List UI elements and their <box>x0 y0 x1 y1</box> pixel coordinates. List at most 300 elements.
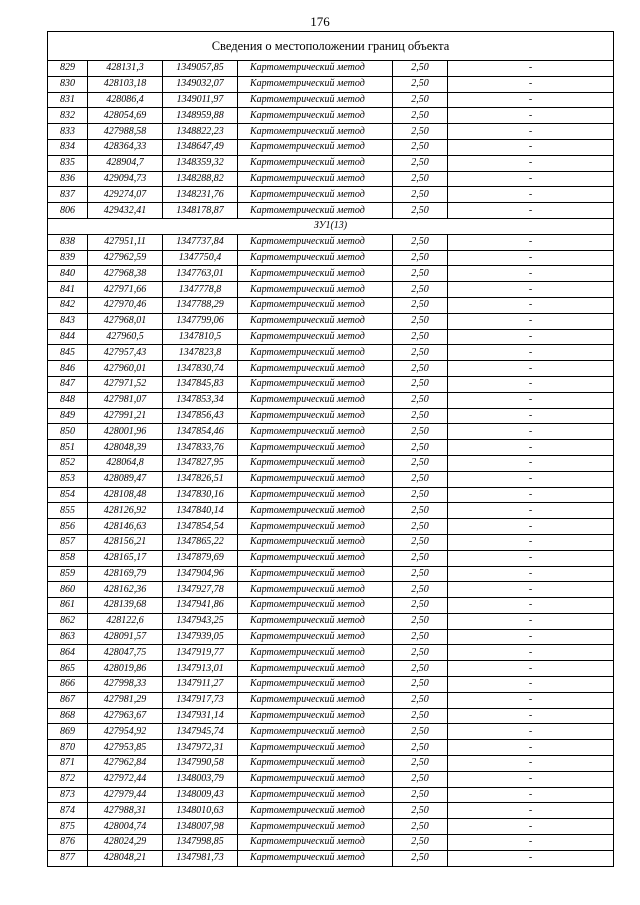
point-number: 806 <box>48 203 88 219</box>
accuracy-value: 2,50 <box>393 408 448 424</box>
coordinate-y: 1348822,23 <box>163 124 238 140</box>
point-number: 855 <box>48 503 88 519</box>
coordinate-x: 428162,36 <box>88 582 163 598</box>
determination-method: Картометрический метод <box>238 155 393 171</box>
table-row <box>48 740 614 756</box>
coordinate-x: 427951,11 <box>88 234 163 250</box>
determination-method: Картометрический метод <box>238 361 393 377</box>
accuracy-value: 2,50 <box>393 61 448 77</box>
point-description: - <box>448 819 614 835</box>
determination-method: Картометрический метод <box>238 424 393 440</box>
accuracy-value: 2,50 <box>393 598 448 614</box>
point-number: 843 <box>48 313 88 329</box>
table-row <box>48 819 614 835</box>
coordinate-x: 427957,43 <box>88 345 163 361</box>
table-row <box>48 550 614 566</box>
table-row <box>48 282 614 298</box>
point-number: 842 <box>48 297 88 313</box>
table-row <box>48 455 614 471</box>
table-row <box>48 598 614 614</box>
coordinate-x: 427968,38 <box>88 266 163 282</box>
point-description: - <box>448 503 614 519</box>
point-description: - <box>448 408 614 424</box>
point-description: - <box>448 139 614 155</box>
point-number: 836 <box>48 171 88 187</box>
determination-method: Картометрический метод <box>238 203 393 219</box>
point-number: 841 <box>48 282 88 298</box>
table-row <box>48 661 614 677</box>
table-row <box>48 345 614 361</box>
coordinate-y: 1347788,29 <box>163 297 238 313</box>
determination-method: Картометрический метод <box>238 771 393 787</box>
coordinate-y: 1348178,87 <box>163 203 238 219</box>
point-number: 866 <box>48 677 88 693</box>
coordinate-y: 1347854,46 <box>163 424 238 440</box>
accuracy-value: 2,50 <box>393 139 448 155</box>
point-number: 837 <box>48 187 88 203</box>
point-number: 848 <box>48 392 88 408</box>
point-number: 857 <box>48 534 88 550</box>
coordinate-x: 427960,01 <box>88 361 163 377</box>
coordinate-x: 428126,92 <box>88 503 163 519</box>
table-row <box>48 376 614 392</box>
determination-method: Картометрический метод <box>238 850 393 866</box>
point-description: - <box>448 61 614 77</box>
section-label: ЗУ1(13) <box>48 218 614 234</box>
accuracy-value: 2,50 <box>393 519 448 535</box>
point-description: - <box>448 345 614 361</box>
determination-method: Картометрический метод <box>238 124 393 140</box>
coordinate-y: 1347911,27 <box>163 677 238 693</box>
point-description: - <box>448 534 614 550</box>
table-row <box>48 503 614 519</box>
accuracy-value: 2,50 <box>393 503 448 519</box>
determination-method: Картометрический метод <box>238 139 393 155</box>
coordinate-x: 427962,84 <box>88 756 163 772</box>
point-description: - <box>448 677 614 693</box>
coordinate-y: 1348003,79 <box>163 771 238 787</box>
table-row <box>48 471 614 487</box>
table-row <box>48 440 614 456</box>
determination-method: Картометрический метод <box>238 692 393 708</box>
determination-method: Картометрический метод <box>238 756 393 772</box>
accuracy-value: 2,50 <box>393 424 448 440</box>
point-description: - <box>448 645 614 661</box>
coordinate-y: 1347856,43 <box>163 408 238 424</box>
point-number: 829 <box>48 61 88 77</box>
point-description: - <box>448 724 614 740</box>
accuracy-value: 2,50 <box>393 787 448 803</box>
table-row <box>48 708 614 724</box>
coordinate-x: 427981,07 <box>88 392 163 408</box>
accuracy-value: 2,50 <box>393 629 448 645</box>
point-description: - <box>448 124 614 140</box>
coordinate-y: 1347826,51 <box>163 471 238 487</box>
determination-method: Картометрический метод <box>238 234 393 250</box>
table-row <box>48 361 614 377</box>
point-description: - <box>448 282 614 298</box>
point-description: - <box>448 297 614 313</box>
determination-method: Картометрический метод <box>238 629 393 645</box>
point-description: - <box>448 171 614 187</box>
table-row <box>48 139 614 155</box>
accuracy-value: 2,50 <box>393 534 448 550</box>
point-description: - <box>448 692 614 708</box>
coordinate-y: 1349011,97 <box>163 92 238 108</box>
point-description: - <box>448 661 614 677</box>
determination-method: Картометрический метод <box>238 376 393 392</box>
point-number: 849 <box>48 408 88 424</box>
accuracy-value: 2,50 <box>393 76 448 92</box>
point-number: 869 <box>48 724 88 740</box>
point-number: 858 <box>48 550 88 566</box>
coordinate-x: 427971,52 <box>88 376 163 392</box>
point-description: - <box>448 740 614 756</box>
determination-method: Картометрический метод <box>238 487 393 503</box>
table-row <box>48 613 614 629</box>
coordinate-y: 1347854,54 <box>163 519 238 535</box>
accuracy-value: 2,50 <box>393 124 448 140</box>
table-row <box>48 155 614 171</box>
coordinate-x: 428047,75 <box>88 645 163 661</box>
determination-method: Картометрический метод <box>238 519 393 535</box>
coordinate-x: 429274,07 <box>88 187 163 203</box>
point-description: - <box>448 455 614 471</box>
accuracy-value: 2,50 <box>393 92 448 108</box>
determination-method: Картометрический метод <box>238 345 393 361</box>
table-row <box>48 424 614 440</box>
table-title: Сведения о местоположении границ объекта <box>48 32 614 61</box>
table-row <box>48 203 614 219</box>
table-row <box>48 92 614 108</box>
coordinate-y: 1347840,14 <box>163 503 238 519</box>
coordinate-x: 427998,33 <box>88 677 163 693</box>
coordinate-x: 428103,18 <box>88 76 163 92</box>
determination-method: Картометрический метод <box>238 503 393 519</box>
point-description: - <box>448 108 614 124</box>
accuracy-value: 2,50 <box>393 566 448 582</box>
coordinate-x: 427953,85 <box>88 740 163 756</box>
point-number: 859 <box>48 566 88 582</box>
coordinate-x: 428054,69 <box>88 108 163 124</box>
coordinate-x: 427988,31 <box>88 803 163 819</box>
point-description: - <box>448 550 614 566</box>
coordinate-x: 428048,39 <box>88 440 163 456</box>
table-row <box>48 566 614 582</box>
determination-method: Картометрический метод <box>238 708 393 724</box>
accuracy-value: 2,50 <box>393 724 448 740</box>
coordinate-x: 428146,63 <box>88 519 163 535</box>
point-number: 856 <box>48 519 88 535</box>
coordinate-x: 428364,33 <box>88 139 163 155</box>
point-description: - <box>448 440 614 456</box>
point-description: - <box>448 250 614 266</box>
point-number: 838 <box>48 234 88 250</box>
coordinate-x: 428904,7 <box>88 155 163 171</box>
point-description: - <box>448 629 614 645</box>
coordinate-y: 1347853,34 <box>163 392 238 408</box>
accuracy-value: 2,50 <box>393 819 448 835</box>
table-row <box>48 187 614 203</box>
coordinate-y: 1347904,96 <box>163 566 238 582</box>
table-row <box>48 835 614 851</box>
table-row <box>48 850 614 866</box>
coordinate-y: 1347919,77 <box>163 645 238 661</box>
determination-method: Картометрический метод <box>238 329 393 345</box>
accuracy-value: 2,50 <box>393 692 448 708</box>
point-description: - <box>448 203 614 219</box>
point-number: 832 <box>48 108 88 124</box>
table-row <box>48 771 614 787</box>
point-description: - <box>448 613 614 629</box>
table-row <box>48 234 614 250</box>
coordinate-y: 1347763,01 <box>163 266 238 282</box>
coordinate-x: 427968,01 <box>88 313 163 329</box>
accuracy-value: 2,50 <box>393 677 448 693</box>
determination-method: Картометрический метод <box>238 740 393 756</box>
accuracy-value: 2,50 <box>393 661 448 677</box>
coordinate-y: 1347778,8 <box>163 282 238 298</box>
table-row <box>48 76 614 92</box>
determination-method: Картометрический метод <box>238 440 393 456</box>
accuracy-value: 2,50 <box>393 203 448 219</box>
point-number: 871 <box>48 756 88 772</box>
determination-method: Картометрический метод <box>238 61 393 77</box>
coordinate-y: 1347865,22 <box>163 534 238 550</box>
determination-method: Картометрический метод <box>238 171 393 187</box>
coordinate-x: 427981,29 <box>88 692 163 708</box>
coordinate-y: 1348647,49 <box>163 139 238 155</box>
coordinate-y: 1348009,43 <box>163 787 238 803</box>
coordinate-x: 427991,21 <box>88 408 163 424</box>
table-row <box>48 313 614 329</box>
determination-method: Картометрический метод <box>238 661 393 677</box>
determination-method: Картометрический метод <box>238 266 393 282</box>
point-number: 833 <box>48 124 88 140</box>
point-description: - <box>448 708 614 724</box>
point-number: 840 <box>48 266 88 282</box>
determination-method: Картометрический метод <box>238 76 393 92</box>
determination-method: Картометрический метод <box>238 550 393 566</box>
table-row <box>48 250 614 266</box>
table-row <box>48 787 614 803</box>
accuracy-value: 2,50 <box>393 835 448 851</box>
page-number: 176 <box>310 14 330 29</box>
coordinate-x: 428139,68 <box>88 598 163 614</box>
coordinate-x: 428086,4 <box>88 92 163 108</box>
point-description: - <box>448 756 614 772</box>
coordinate-y: 1347941,86 <box>163 598 238 614</box>
table-row <box>48 724 614 740</box>
point-number: 864 <box>48 645 88 661</box>
coordinate-y: 1347830,74 <box>163 361 238 377</box>
point-description: - <box>448 519 614 535</box>
table-row <box>48 692 614 708</box>
coordinate-y: 1347750,4 <box>163 250 238 266</box>
accuracy-value: 2,50 <box>393 455 448 471</box>
point-number: 870 <box>48 740 88 756</box>
coordinate-y: 1347981,73 <box>163 850 238 866</box>
determination-method: Картометрический метод <box>238 392 393 408</box>
coordinate-x: 427960,5 <box>88 329 163 345</box>
table-title-row <box>48 32 614 61</box>
coordinate-y: 1347913,01 <box>163 661 238 677</box>
point-number: 867 <box>48 692 88 708</box>
point-number: 863 <box>48 629 88 645</box>
coordinate-x: 428108,48 <box>88 487 163 503</box>
point-description: - <box>448 376 614 392</box>
accuracy-value: 2,50 <box>393 266 448 282</box>
accuracy-value: 2,50 <box>393 740 448 756</box>
point-number: 847 <box>48 376 88 392</box>
coordinate-y: 1347823,8 <box>163 345 238 361</box>
determination-method: Картометрический метод <box>238 471 393 487</box>
table-row <box>48 487 614 503</box>
coordinate-y: 1347990,58 <box>163 756 238 772</box>
point-number: 852 <box>48 455 88 471</box>
accuracy-value: 2,50 <box>393 803 448 819</box>
accuracy-value: 2,50 <box>393 613 448 629</box>
point-number: 844 <box>48 329 88 345</box>
accuracy-value: 2,50 <box>393 250 448 266</box>
table-row <box>48 803 614 819</box>
point-description: - <box>448 361 614 377</box>
table-row <box>48 392 614 408</box>
accuracy-value: 2,50 <box>393 282 448 298</box>
accuracy-value: 2,50 <box>393 645 448 661</box>
point-number: 876 <box>48 835 88 851</box>
table-row <box>48 629 614 645</box>
coordinate-x: 427979,44 <box>88 787 163 803</box>
determination-method: Картометрический метод <box>238 108 393 124</box>
accuracy-value: 2,50 <box>393 234 448 250</box>
determination-method: Картометрический метод <box>238 645 393 661</box>
coordinate-x: 427988,58 <box>88 124 163 140</box>
table-row <box>48 108 614 124</box>
coordinate-x: 428064,8 <box>88 455 163 471</box>
accuracy-value: 2,50 <box>393 171 448 187</box>
coordinate-x: 428091,57 <box>88 629 163 645</box>
point-number: 831 <box>48 92 88 108</box>
determination-method: Картометрический метод <box>238 297 393 313</box>
coordinate-y: 1347917,73 <box>163 692 238 708</box>
point-number: 861 <box>48 598 88 614</box>
coordinate-y: 1347927,78 <box>163 582 238 598</box>
coordinate-y: 1347833,76 <box>163 440 238 456</box>
point-number: 865 <box>48 661 88 677</box>
coordinate-y: 1347939,05 <box>163 629 238 645</box>
coordinate-y: 1349057,85 <box>163 61 238 77</box>
coordinate-x: 427972,44 <box>88 771 163 787</box>
coordinate-y: 1348359,32 <box>163 155 238 171</box>
determination-method: Картометрический метод <box>238 187 393 203</box>
accuracy-value: 2,50 <box>393 440 448 456</box>
point-description: - <box>448 76 614 92</box>
coordinate-x: 428048,21 <box>88 850 163 866</box>
coordinate-y: 1347943,25 <box>163 613 238 629</box>
point-description: - <box>448 234 614 250</box>
coordinate-x: 428001,96 <box>88 424 163 440</box>
coordinate-x: 428004,74 <box>88 819 163 835</box>
coordinate-y: 1347845,83 <box>163 376 238 392</box>
point-number: 839 <box>48 250 88 266</box>
coordinate-x: 427962,59 <box>88 250 163 266</box>
accuracy-value: 2,50 <box>393 345 448 361</box>
table-row <box>48 171 614 187</box>
point-number: 872 <box>48 771 88 787</box>
point-description: - <box>448 329 614 345</box>
coordinate-y: 1347827,95 <box>163 455 238 471</box>
table-row <box>48 266 614 282</box>
coordinate-y: 1347830,16 <box>163 487 238 503</box>
accuracy-value: 2,50 <box>393 582 448 598</box>
point-description: - <box>448 566 614 582</box>
point-number: 868 <box>48 708 88 724</box>
table-row <box>48 645 614 661</box>
point-description: - <box>448 155 614 171</box>
point-description: - <box>448 187 614 203</box>
determination-method: Картометрический метод <box>238 566 393 582</box>
determination-method: Картометрический метод <box>238 819 393 835</box>
table-row <box>48 519 614 535</box>
accuracy-value: 2,50 <box>393 392 448 408</box>
coordinate-x: 428131,3 <box>88 61 163 77</box>
point-number: 850 <box>48 424 88 440</box>
determination-method: Картометрический метод <box>238 250 393 266</box>
point-description: - <box>448 487 614 503</box>
point-description: - <box>448 582 614 598</box>
coordinate-x: 429094,73 <box>88 171 163 187</box>
accuracy-value: 2,50 <box>393 708 448 724</box>
coordinate-x: 427970,46 <box>88 297 163 313</box>
point-description: - <box>448 313 614 329</box>
accuracy-value: 2,50 <box>393 187 448 203</box>
coordinate-x: 428165,17 <box>88 550 163 566</box>
point-number: 846 <box>48 361 88 377</box>
coordinate-y: 1348959,88 <box>163 108 238 124</box>
point-number: 862 <box>48 613 88 629</box>
table-row <box>48 582 614 598</box>
point-description: - <box>448 803 614 819</box>
accuracy-value: 2,50 <box>393 756 448 772</box>
coordinate-x: 428156,21 <box>88 534 163 550</box>
determination-method: Картометрический метод <box>238 582 393 598</box>
coordinate-y: 1347945,74 <box>163 724 238 740</box>
accuracy-value: 2,50 <box>393 313 448 329</box>
coordinate-y: 1347737,84 <box>163 234 238 250</box>
accuracy-value: 2,50 <box>393 155 448 171</box>
coordinate-x: 427954,92 <box>88 724 163 740</box>
coordinate-y: 1348007,98 <box>163 819 238 835</box>
table-row <box>48 534 614 550</box>
determination-method: Картометрический метод <box>238 803 393 819</box>
determination-method: Картометрический метод <box>238 408 393 424</box>
accuracy-value: 2,50 <box>393 550 448 566</box>
coordinate-y: 1347799,06 <box>163 313 238 329</box>
coordinate-y: 1347972,31 <box>163 740 238 756</box>
accuracy-value: 2,50 <box>393 329 448 345</box>
point-description: - <box>448 598 614 614</box>
point-description: - <box>448 92 614 108</box>
point-description: - <box>448 787 614 803</box>
coordinate-x: 428089,47 <box>88 471 163 487</box>
point-number: 851 <box>48 440 88 456</box>
determination-method: Картометрический метод <box>238 835 393 851</box>
table-row <box>48 61 614 77</box>
coordinate-x: 428122,6 <box>88 613 163 629</box>
table-row <box>48 756 614 772</box>
point-description: - <box>448 424 614 440</box>
